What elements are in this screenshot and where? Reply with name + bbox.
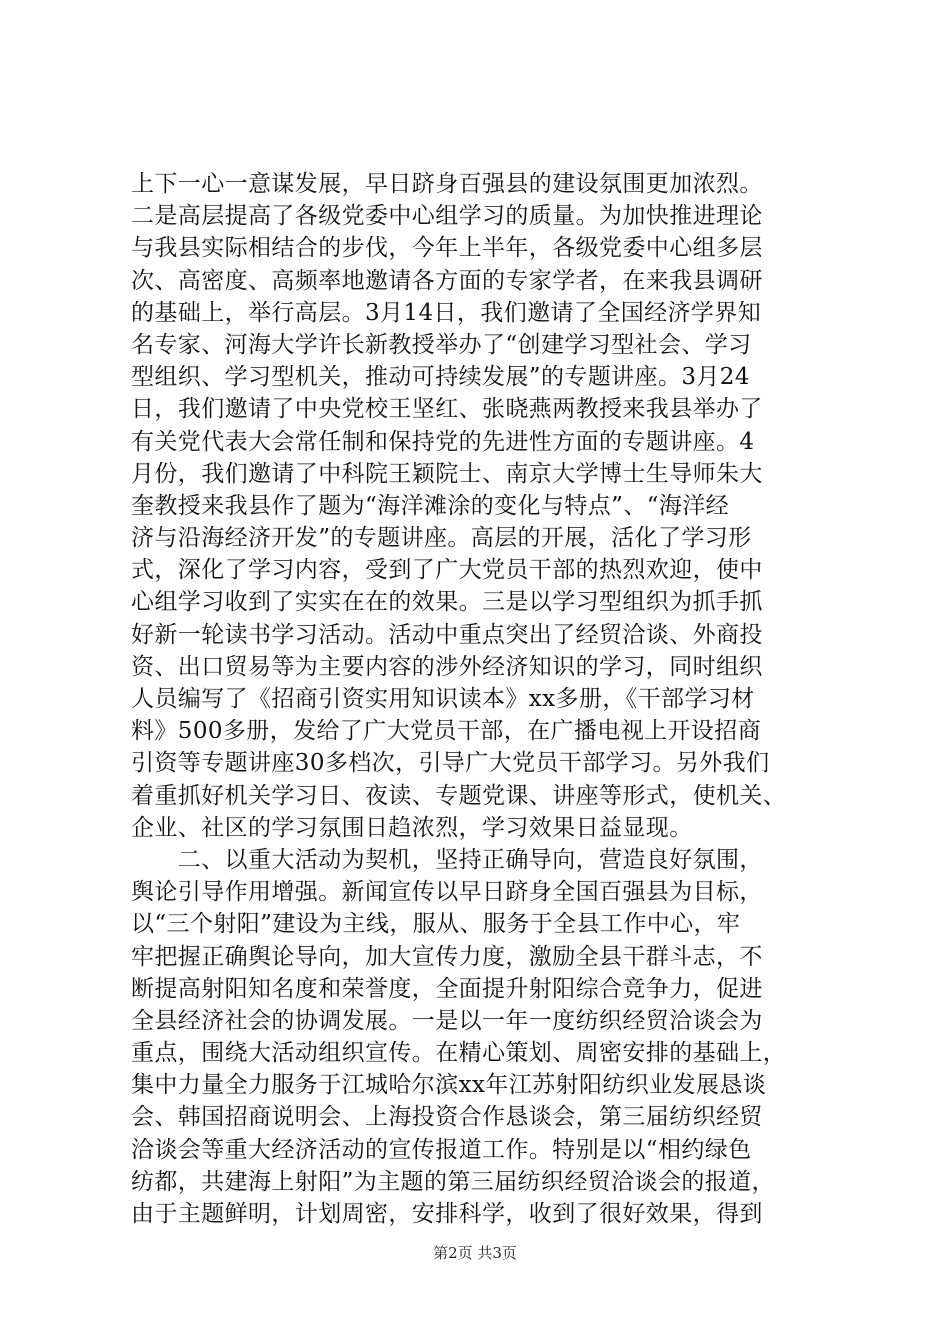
text-line: 二、以重大活动为契机，坚持正确导向，营造良好氛围，	[131, 846, 763, 873]
text-line: 与我县实际相结合的步伐，今年上半年，各级党委中心组多层	[131, 235, 763, 262]
body-text	[131, 168, 831, 1230]
text-line: 纺都，共建海上射阳”为主题的第三届纺织经贸洽谈会的报道，	[131, 1168, 775, 1195]
text-line: 集中力量全力服务于江城哈尔滨xx年江苏射阳纺织业发展恳谈	[131, 1072, 767, 1099]
text-line: 会、韩国招商说明会、上海投资合作恳谈会，第三届纺织经贸	[131, 1104, 763, 1131]
text-line: 断提高射阳知名度和荣誉度，全面提升射阳综合竞争力，促进	[131, 975, 763, 1002]
text-line: 心组学习收到了实实在在的效果。三是以学习型组织为抓手抓	[131, 589, 763, 616]
text-line: 月份，我们邀请了中科院王颖院士、南京大学博士生导师朱大	[131, 460, 763, 487]
text-line: 日，我们邀请了中央党校王坚红、张晓燕两教授来我县举办了	[131, 396, 763, 423]
text-line: 由于主题鲜明，计划周密，安排科学，收到了很好效果，得到	[131, 1201, 763, 1227]
text-line: 资、出口贸易等为主要内容的涉外经济知识的学习，同时组织	[131, 653, 763, 680]
text-line: 奎教授来我县作了题为“海洋滩涂的变化与特点”、“海洋经	[131, 492, 730, 519]
text-line: 好新一轮读书学习活动。活动中重点突出了经贸洽谈、外商投	[131, 621, 763, 648]
page-footer: 第2页 共3页	[433, 1244, 517, 1262]
text-line: 牢把握正确舆论导向，加大宣传力度，激励全县干群斗志，不	[131, 943, 763, 970]
text-line: 人员编写了《招商引资实用知识读本》xx多册，《干部学习材	[131, 686, 755, 712]
text-line: 有关党代表大会常任制和保持党的先进性方面的专题讲座。4	[131, 428, 755, 455]
text-line: 次、高密度、高频率地邀请各方面的专家学者，在来我县调研	[131, 267, 763, 294]
text-line: 以“三个射阳”建设为主线，服从、服务于全县工作中心，牢	[131, 911, 741, 938]
text-line: 舆论引导作用增强。新闻宣传以早日跻身全国百强县为目标，	[131, 879, 763, 906]
text-line: 企业、社区的学习氛围日趋浓烈，学习效果日益显现。	[131, 814, 693, 841]
text-line: 型组织、学习型机关，推动可持续发展”的专题讲座。3月24	[131, 364, 750, 391]
text-line: 着重抓好机关学习日、夜读、专题党课、讲座等形式，使机关、	[131, 782, 787, 809]
text-line: 二是高层提高了各级党委中心组学习的质量。为加快推进理论	[131, 203, 763, 230]
text-line: 重点，围绕大活动组织宣传。在精心策划、周密安排的基础上，	[131, 1040, 787, 1067]
text-line: 洽谈会等重大经济活动的宣传报道工作。特别是以“相约绿色	[131, 1136, 752, 1163]
text-line: 料》500多册，发给了广大党员干部，在广播电视上开设招商	[131, 718, 762, 745]
text-line: 上下一心一意谋发展，早日跻身百强县的建设氛围更加浓烈。	[131, 171, 763, 197]
text-line: 的基础上，举行高层。3月14日，我们邀请了全国经济学界知	[131, 299, 762, 326]
text-line: 济与沿海经济开发”的专题讲座。高层的开展，活化了学习形	[131, 525, 752, 552]
text-line: 引资等专题讲座30多档次，引导广大党员干部学习。另外我们	[131, 750, 770, 777]
text-line: 全县经济社会的协调发展。一是以一年一度纺织经贸洽谈会为	[131, 1007, 763, 1034]
text-line: 式，深化了学习内容，受到了广大党员干部的热烈欢迎，使中	[131, 557, 763, 584]
text-line: 名专家、河海大学许长新教授举办了“创建学习型社会、学习	[131, 331, 752, 358]
